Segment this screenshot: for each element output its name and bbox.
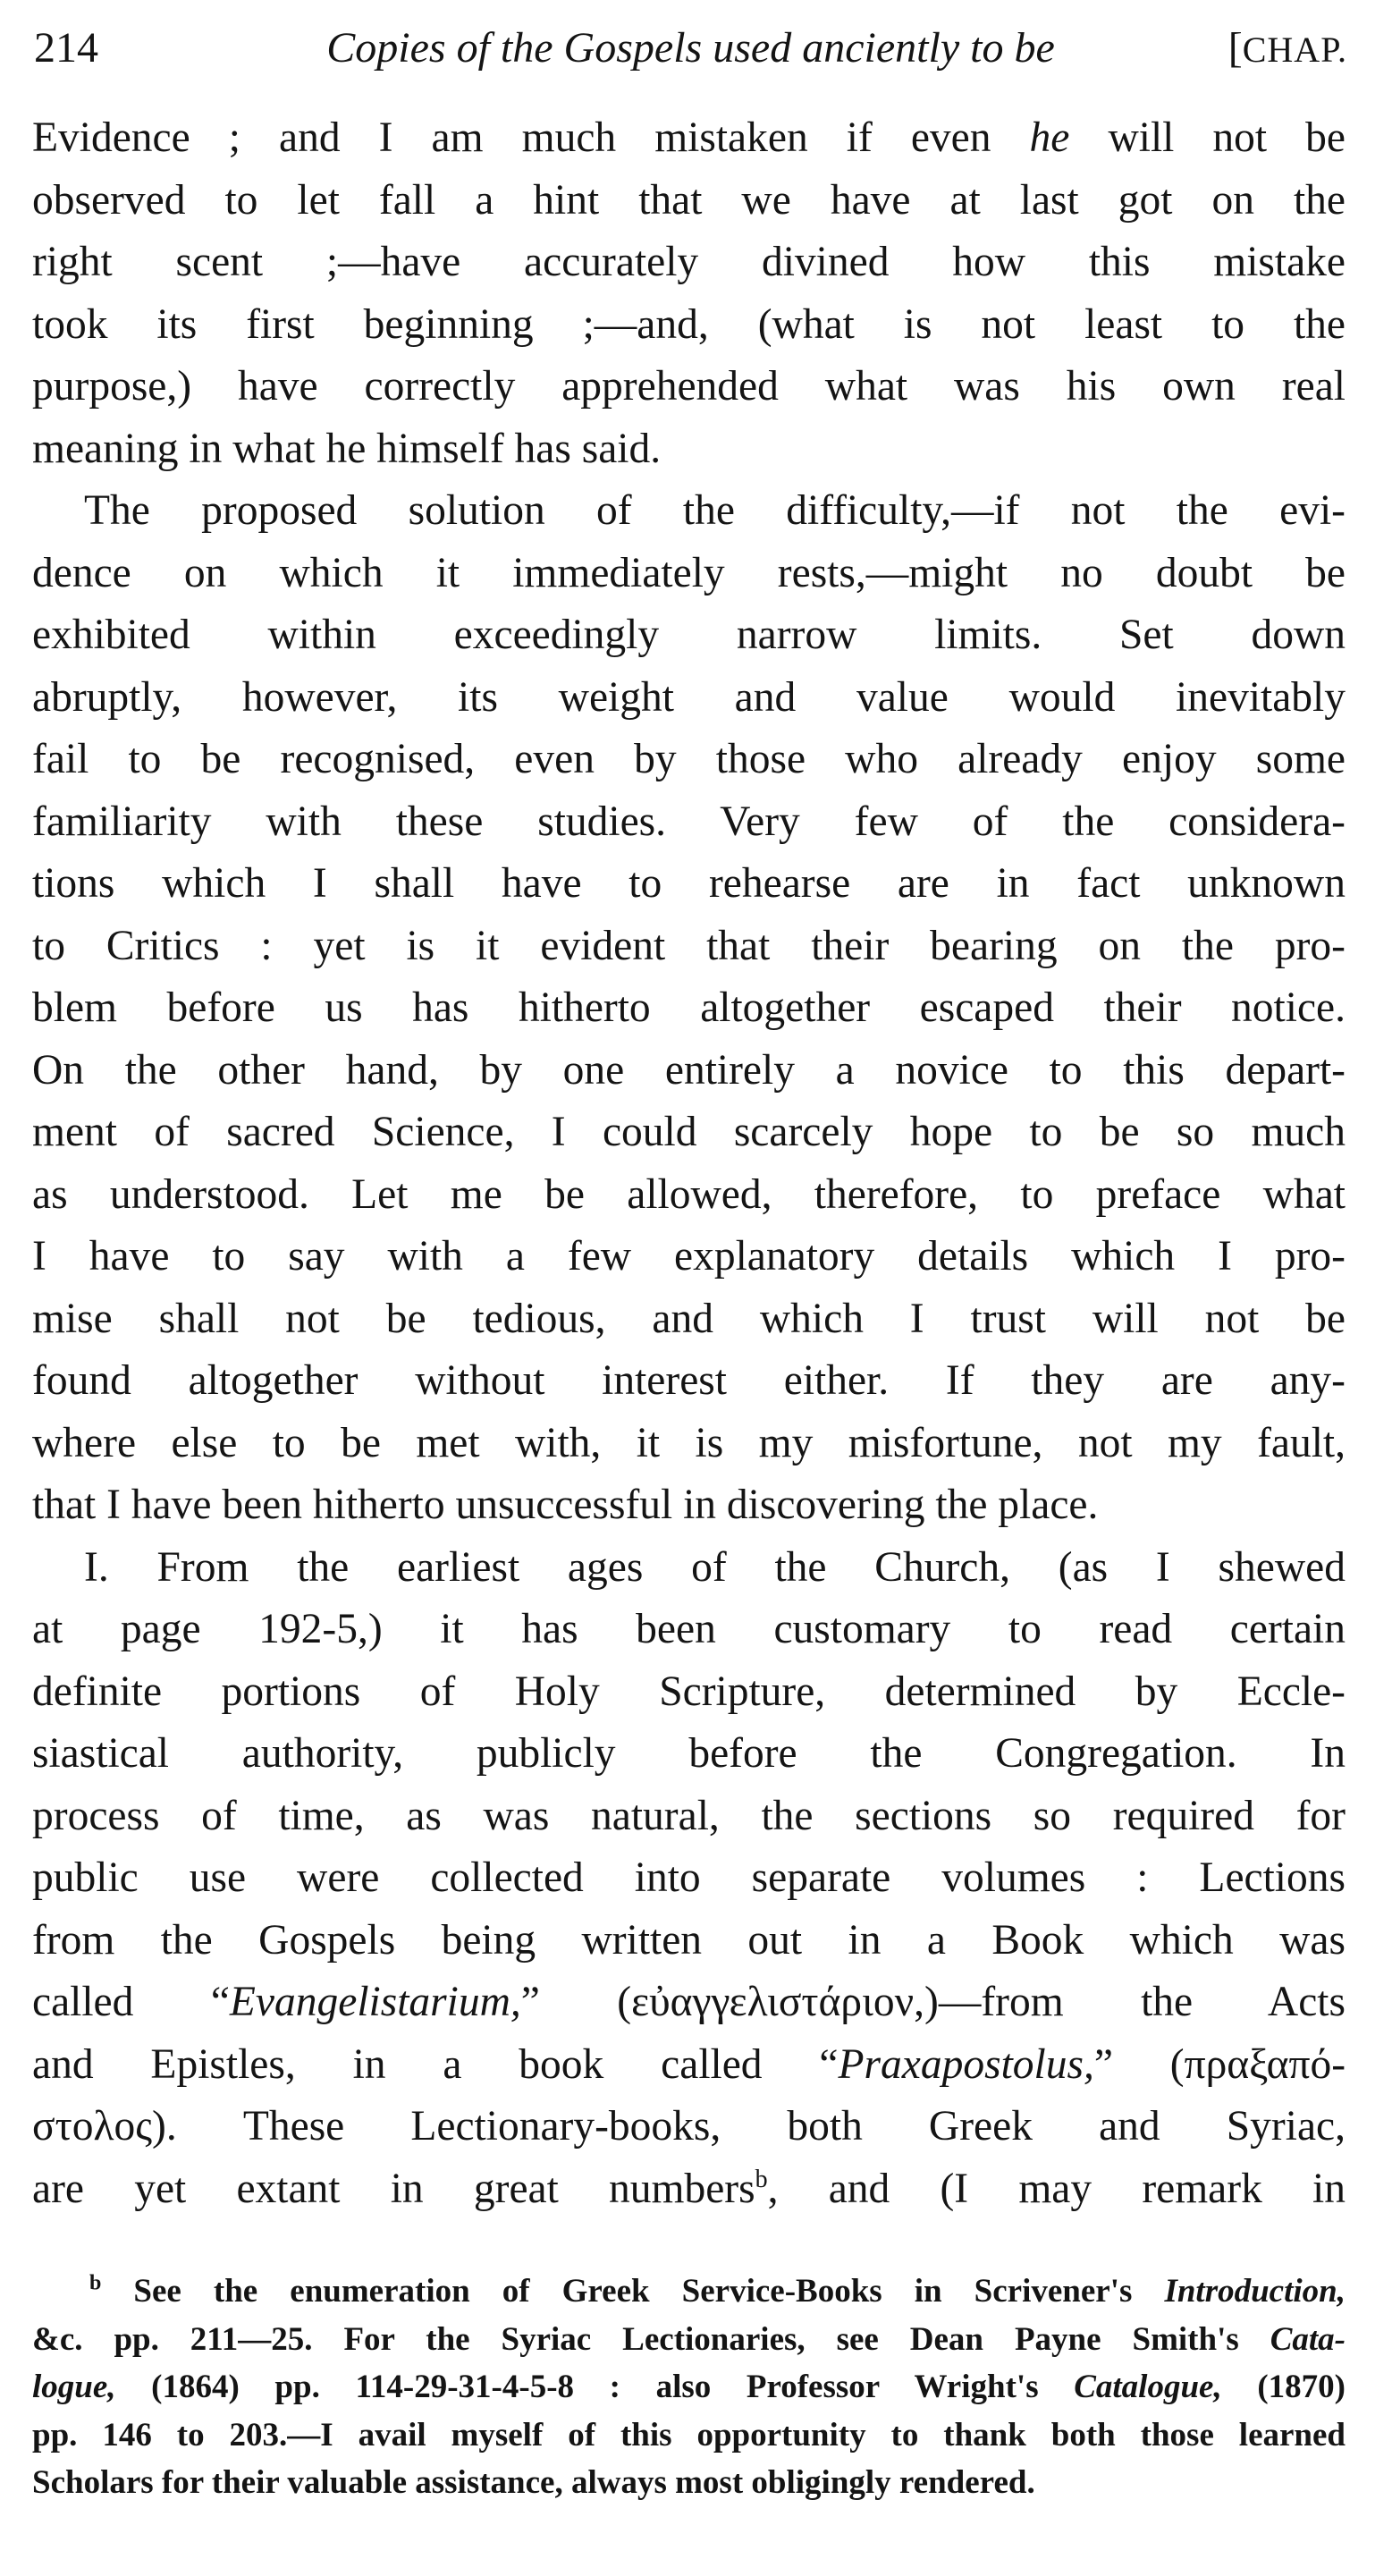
text-line: siastical authority, publicly before the Congregation. In	[32, 1730, 1346, 1777]
text-line: process of time, as was natural, the sections so required for	[32, 1792, 1346, 1839]
text-line: definite portions of Holy Scripture, determined by Eccle-	[32, 1668, 1346, 1715]
greek-term: πραξαπό-	[1184, 2040, 1346, 2088]
footnote-line: &c. pp. 211—25. For the Syriac Lectionaries, see Dean Payne Smith's Cata-	[32, 2320, 1346, 2358]
text-line: purpose,) have correctly apprehended what was his own real	[32, 363, 1346, 410]
text-line: familiarity with these studies. Very few of the considera-	[32, 798, 1346, 845]
running-header	[34, 20, 1347, 91]
body-text	[32, 107, 1346, 2220]
text-line: abruptly, however, its weight and value would inevitably	[32, 673, 1346, 721]
text-line: that I have been hitherto unsuccessful in discovering the place.	[32, 1482, 1099, 1528]
text-line: mise shall not be tedious, and which I trust will not be	[32, 1295, 1346, 1342]
text-line: public use were collected into separate volumes : Lections	[32, 1854, 1346, 1901]
greek-term: στολος	[32, 2103, 153, 2149]
text-line: meaning in what he himself has said.	[32, 425, 662, 472]
text-line: blem before us has hitherto altogether escaped their notice.	[32, 984, 1346, 1031]
footnote-line: $^b$ See the enumeration of Greek Service-Books in Scrivener's Introduction,	[89, 2271, 1346, 2310]
text-line: I have to say with a few explanatory details which I pro-	[32, 1233, 1346, 1280]
text-line: took its first beginning ;—and, (what is not least to the	[32, 300, 1346, 348]
footnote	[32, 2268, 1346, 2507]
term-evangelistarium: Evangelistarium,	[229, 1979, 521, 2025]
text-line: called “Evangelistarium,” (εὐαγγελιστάριον,)—from the Acts	[32, 1979, 1346, 2025]
text-line: are yet extant in great numbers$^b$, and (I may remark in	[32, 2165, 1346, 2212]
text-line: στολος). These Lectionary-books, both Greek and Syriac,	[32, 2103, 1346, 2149]
term-praxapostolus: Praxapostolus,	[838, 2040, 1094, 2088]
chapter-label	[1228, 23, 1347, 72]
running-title: Copies of the Gospels used anciently to be	[326, 24, 1055, 72]
greek-term: εὐαγγελιστάριον,	[631, 1979, 924, 2025]
text-line: exhibited within exceedingly narrow limits. Set down	[32, 612, 1346, 658]
text-line: fail to be recognised, even by those who already enjoy some	[32, 736, 1346, 782]
text-line: to Critics : yet is it evident that their bearing on the pro-	[32, 922, 1346, 969]
footnote-marker: b	[89, 2271, 102, 2295]
text-line: and Epistles, in a book called “Praxapostolus,” (πραξαπό-	[32, 2040, 1346, 2088]
chapter-abbrev: CHAP.	[1242, 30, 1347, 70]
text-line: tions which I shall have to rehearse are in fact unknown	[32, 860, 1346, 907]
text-line: I. From the earliest ages of the Church, (as I shewed	[84, 1543, 1346, 1591]
chapter-bracket: [	[1227, 24, 1243, 72]
text-line: at page 192-5,) it has been customary to read certain	[32, 1606, 1346, 1652]
text-line: ment of sacred Science, I could scarcely hope to be so much	[32, 1109, 1346, 1155]
text-line: right scent ;—have accurately divined how this mistake	[32, 239, 1346, 285]
footnote-line: Scholars for their valuable assistance, always most obligingly rendered.	[32, 2464, 1035, 2501]
text-line: The proposed solution of the difficulty,—if not the evi-	[84, 487, 1346, 534]
text-line: found altogether without interest either. If they are any-	[32, 1357, 1346, 1404]
text-line: as understood. Let me be allowed, therefore, to preface what	[32, 1170, 1346, 1218]
text-line: from the Gospels being written out in a Book which was	[32, 1916, 1346, 1964]
footnote-line: logue, (1864) pp. 114-29-31-4-5-8 : also Professor Wright's Catalogue, (1870)	[32, 2369, 1346, 2405]
text-line: where else to be met with, it is my misfortune, not my fault,	[32, 1419, 1346, 1466]
text-line: Evidence ; and I am much mistaken if even he will not be	[32, 114, 1346, 161]
text-line: On the other hand, by one entirely a novice to this depart-	[32, 1046, 1346, 1094]
footnote-marker: b	[755, 2165, 768, 2193]
text-line: observed to let fall a hint that we have at last got on the	[32, 176, 1346, 224]
text-line: dence on which it immediately rests,—might no doubt be	[32, 549, 1346, 596]
footnote-line: pp. 146 to 203.—I avail myself of this opportunity to thank both those learned	[32, 2416, 1346, 2454]
page-number: 214	[34, 24, 98, 72]
